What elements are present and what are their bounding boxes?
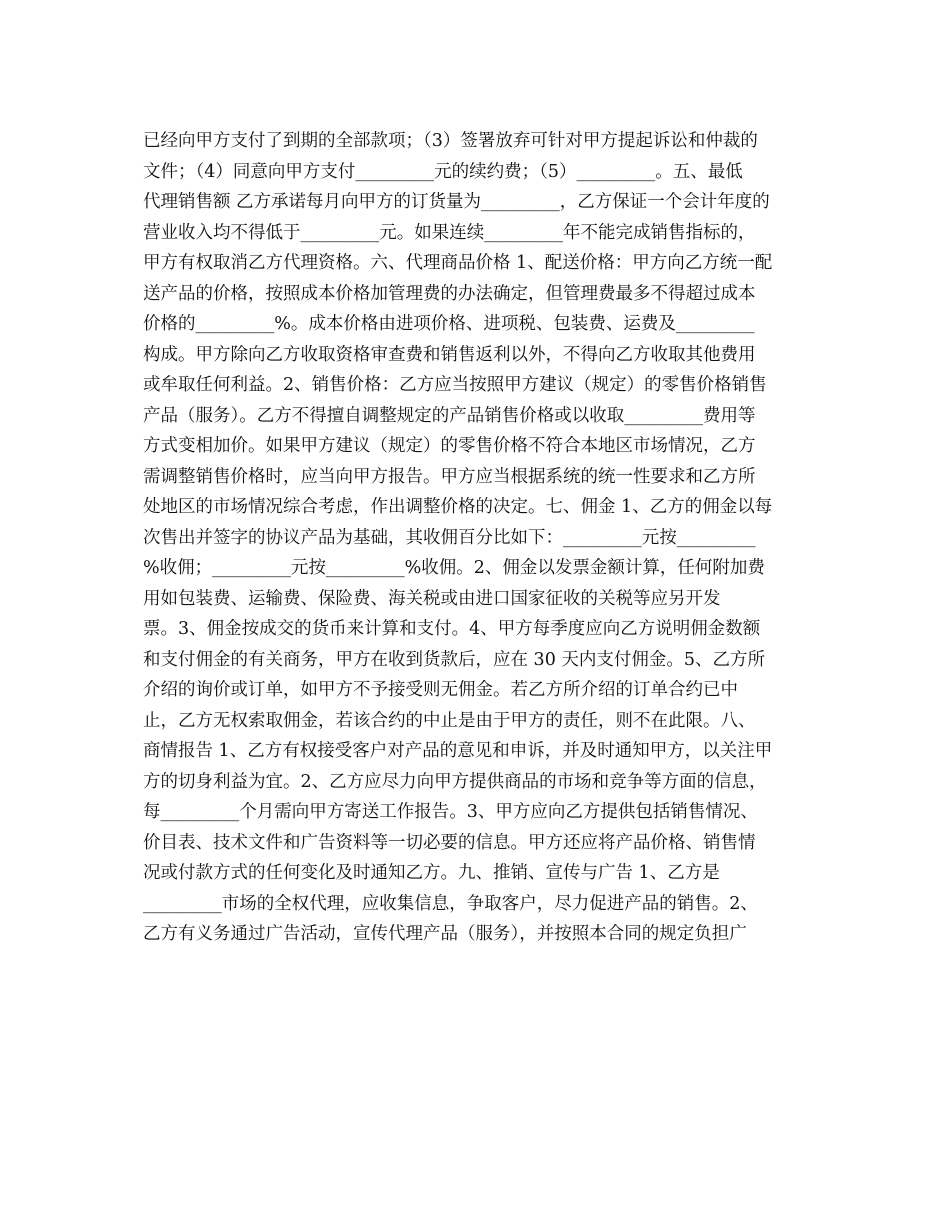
- text-line: 营业收入均不得低于_________元。如果连续_________年不能完成销售指标的，: [143, 222, 756, 243]
- text-line: 和支付佣金的有关商务，甲方在收到货款后，应在 30 天内支付佣金。5、乙方所: [143, 649, 766, 670]
- text-line: 文件；（4）同意向甲方支付_________元的续约费；（5）_________。五、最低: [143, 161, 743, 182]
- text-line: 况或付款方式的任何变化及时通知乙方。九、推销、宣传与广告 1、乙方是: [143, 863, 720, 883]
- text-line: 代理销售额 乙方承诺每月向甲方的订货量为_________，乙方保证一个会计年度的: [143, 192, 770, 212]
- text-line: 方式变相加价。如果甲方建议（规定）的零售价格不符合本地区市场情况，乙方: [143, 436, 756, 456]
- text-line: 产品（服务）。乙方不得擅自调整规定的产品销售价格或以收取_________费用等: [143, 405, 756, 426]
- text-line: 需调整销售价格时，应当向甲方报告。甲方应当根据系统的统一性要求和乙方所: [143, 466, 756, 487]
- text-line: 价目表、技术文件和广告资料等一切必要的信息。甲方还应将产品价格、销售情: [143, 832, 756, 853]
- text-line: 用如包装费、运输费、保险费、海关税或由进口国家征收的关税等应另开发: [143, 588, 721, 609]
- text-line: 构成。甲方除向乙方收取资格审查费和销售返利以外，不得向乙方收取其他费用: [143, 344, 756, 365]
- text-line: 止，乙方无权索取佣金，若该合约的中止是由于甲方的责任，则不在此限。八、: [143, 710, 756, 731]
- text-line: 已经向甲方支付了到期的全部款项；（3）签署放弃可针对甲方提起诉讼和仲裁的: [143, 131, 758, 151]
- text-line: 价格的_________%。成本价格由进项价格、进项税、包装费、运费及_________: [143, 314, 755, 334]
- text-line: 次售出并签字的协议产品为基础，其收佣百分比如下：_________元按_________: [143, 527, 756, 548]
- text-line: 票。3、佣金按成交的货币来计算和支付。4、甲方每季度应向乙方说明佣金数额: [143, 619, 761, 639]
- document-body: [143, 126, 813, 950]
- text-line: 送产品的价格，按照成本价格加管理费的办法确定，但管理费最多不得超过成本: [143, 283, 756, 304]
- text-line: 每_________个月需向甲方寄送工作报告。3、甲方应向乙方提供包括销售情况、: [143, 802, 758, 822]
- text-line: 商情报告 1、乙方有权接受客户对产品的意见和申诉，并及时通知甲方，以关注甲: [143, 741, 773, 761]
- text-line: 处地区的市场情况综合考虑，作出调整价格的决定。七、佣金 1、乙方的佣金以每: [143, 497, 773, 517]
- text-line: 介绍的询价或订单，如甲方不予接受则无佣金。若乙方所介绍的订单合约已中: [143, 680, 738, 700]
- text-line: 甲方有权取消乙方代理资格。六、代理商品价格 1、配送价格：甲方向乙方统一配: [143, 253, 773, 273]
- text-line: 或牟取任何利益。2、销售价格：乙方应当按照甲方建议（规定）的零售价格销售: [143, 375, 767, 395]
- text-line: 方的切身利益为宜。2、乙方应尽力向甲方提供商品的市场和竞争等方面的信息，: [143, 771, 767, 792]
- text-line: 乙方有义务通过广告活动，宣传代理产品（服务），并按照本合同的规定负担广: [143, 924, 747, 944]
- text-line: %收佣；_________元按_________%收佣。2、佣金以发票金额计算，任何附加费: [143, 558, 765, 578]
- text-line: _________市场的全权代理，应收集信息，争取客户，尽力促进产品的销售。2、: [143, 893, 758, 914]
